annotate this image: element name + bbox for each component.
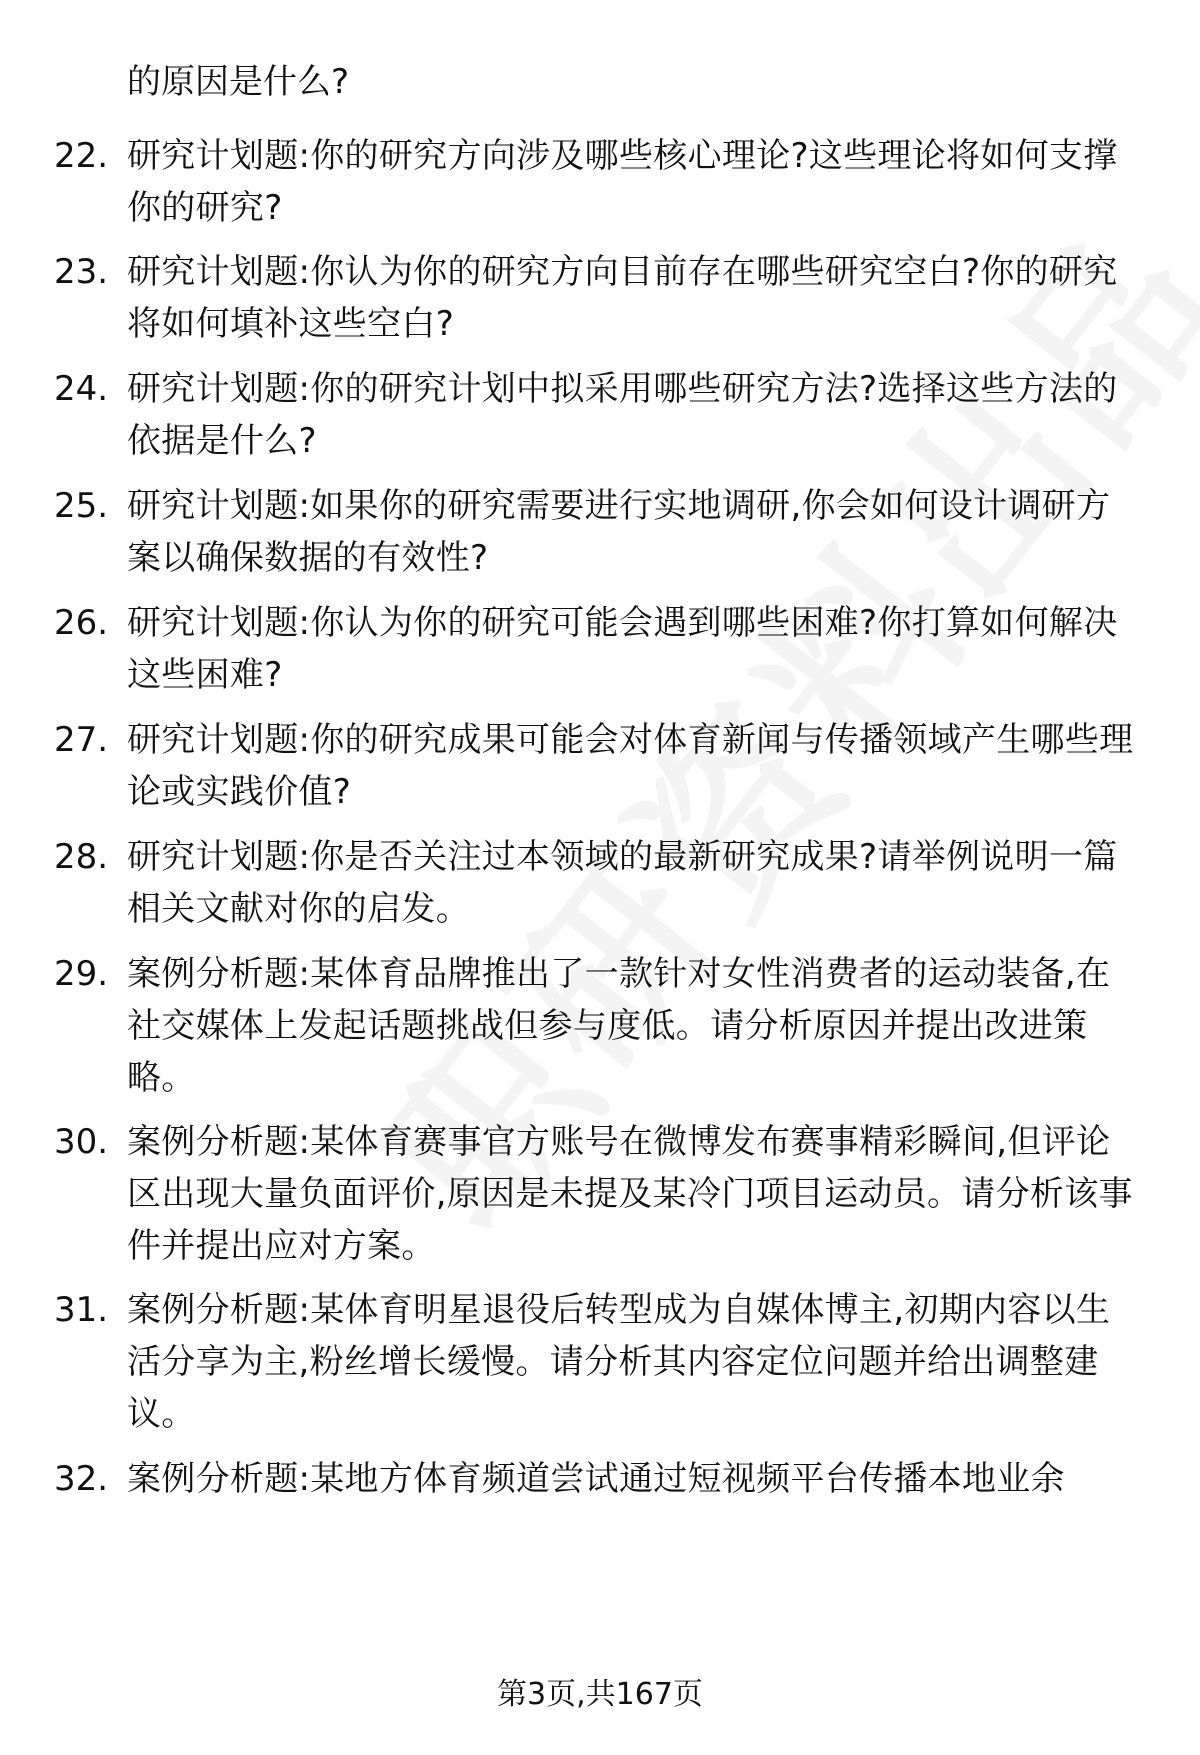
question-number: 25. bbox=[54, 486, 109, 526]
continuation-text: 的原因是什么? bbox=[127, 62, 350, 102]
question-text: 研究计划题:你认为你的研究可能会遇到哪些困难?你打算如何解决这些困难? bbox=[127, 603, 1118, 695]
question-number: 32. bbox=[54, 1459, 109, 1499]
question-text: 案例分析题:某地方体育频道尝试通过短视频平台传播本地业余 bbox=[127, 1459, 1065, 1499]
question-text: 研究计划题:你的研究成果可能会对体育新闻与传播领域产生哪些理论或实践价值? bbox=[127, 720, 1134, 812]
question-text: 研究计划题:你的研究计划中拟采用哪些研究方法?选择这些方法的依据是什么? bbox=[127, 369, 1118, 461]
question-number: 28. bbox=[54, 837, 109, 877]
question-text: 研究计划题:你是否关注过本领域的最新研究成果?请举例说明一篇相关文献对你的启发。 bbox=[127, 837, 1118, 929]
question-number: 24. bbox=[54, 369, 109, 409]
question-number: 26. bbox=[54, 603, 109, 643]
question-text: 案例分析题:某体育品牌推出了一款针对女性消费者的运动装备,在社交媒体上发起话题挑战但参与度低。请分析原因并提出改进策略。 bbox=[127, 954, 1111, 1098]
question-number: 31. bbox=[54, 1290, 109, 1330]
question-text: 案例分析题:某体育明星退役后转型成为自媒体博主,初期内容以生活分享为主,粉丝增长缓慢。请分析其内容定位问题并给出调整建议。 bbox=[127, 1290, 1111, 1434]
question-number: 22. bbox=[54, 136, 109, 176]
question-number: 27. bbox=[54, 720, 109, 760]
question-text: 研究计划题:你认为你的研究方向目前存在哪些研究空白?你的研究将如何填补这些空白? bbox=[127, 252, 1118, 344]
question-number: 29. bbox=[54, 954, 109, 994]
question-text: 研究计划题:如果你的研究需要进行实地调研,你会如何设计调研方案以确保数据的有效性? bbox=[127, 486, 1111, 578]
question-text: 研究计划题:你的研究方向涉及哪些核心理论?这些理论将如何支撑你的研究? bbox=[127, 136, 1118, 228]
question-number: 30. bbox=[54, 1122, 109, 1162]
page-footer: 第3页,共167页 bbox=[497, 1677, 703, 1712]
question-number: 23. bbox=[54, 252, 109, 292]
question-text: 案例分析题:某体育赛事官方账号在微博发布赛事精彩瞬间,但评论区出现大量负面评价,原因是未提及某冷门项目运动员。请分析该事件并提出应对方案。 bbox=[127, 1122, 1133, 1266]
